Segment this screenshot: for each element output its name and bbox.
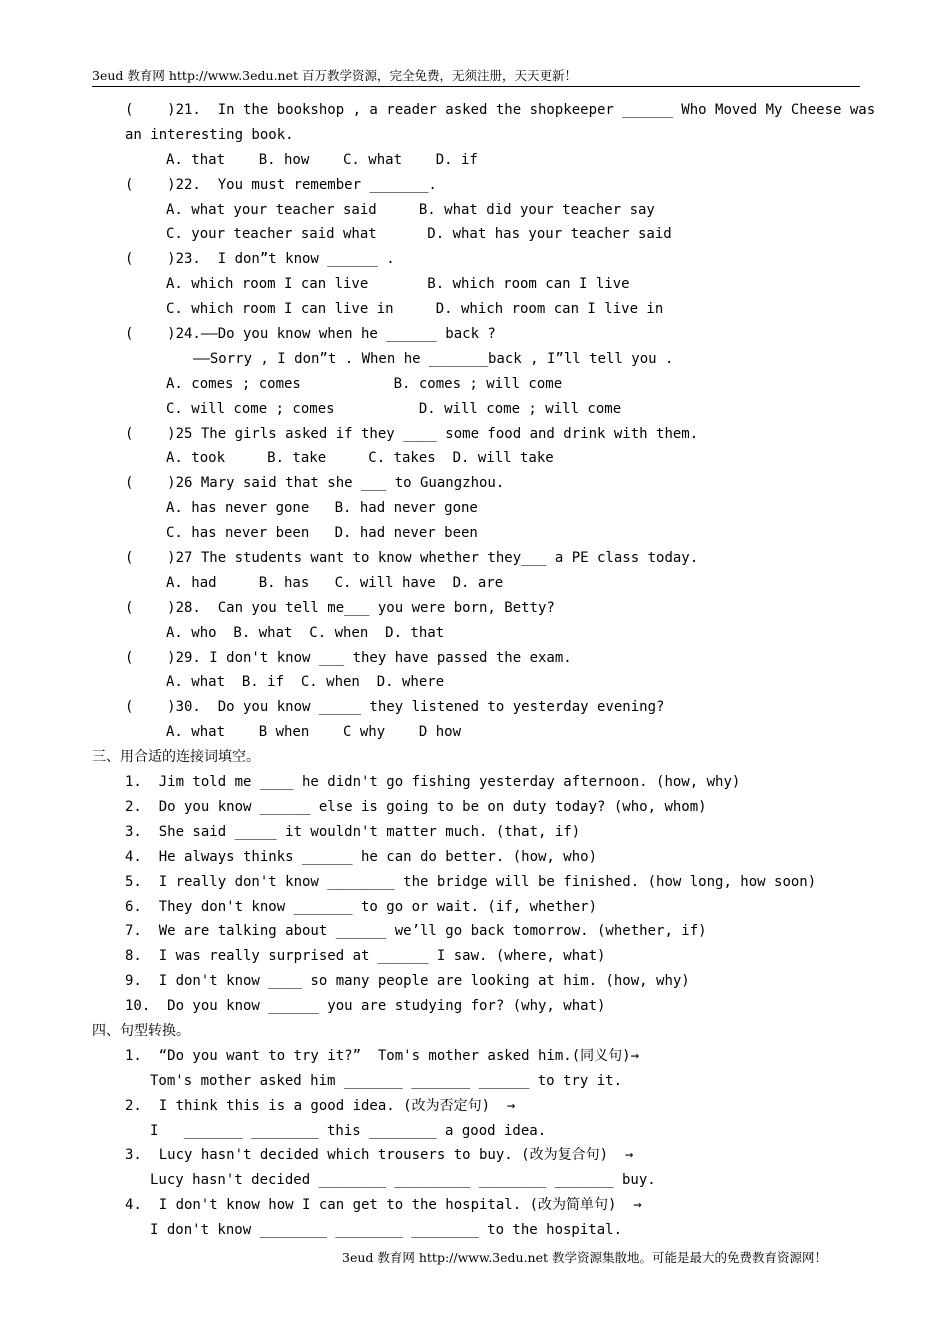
- text-line: C. your teacher said what D. what has your teacher said: [166, 226, 672, 243]
- text-line: 2. Do you know ______ else is going to be on duty today? (who, whom): [125, 798, 707, 815]
- section-heading: 三、用合适的连接词填空。: [92, 749, 260, 766]
- text-line: Tom's mother asked him _______ _______ ______ to try it.: [150, 1072, 623, 1089]
- text-line: ( )22. You must remember _______.: [125, 176, 437, 193]
- section-heading: 四、句型转换。: [92, 1022, 190, 1039]
- text-line: A. had B. has C. will have D. are: [166, 574, 504, 591]
- text-line: 4. He always thinks ______ he can do better. (how, who): [125, 848, 598, 865]
- text-line: 1. Jim told me ____ he didn't go fishing yesterday afternoon. (how, why): [125, 774, 741, 791]
- text-line: A. what your teacher said B. what did your teacher say: [166, 201, 655, 218]
- text-line: ( )30. Do you know _____ they listened to yesterday evening?: [125, 699, 665, 716]
- text-line: 3. Lucy hasn't decided which trousers to buy. (改为复合句) →: [125, 1147, 634, 1164]
- text-line: ( )21. In the bookshop , a reader asked the shopkeeper ______ Who Moved My Cheese was: [125, 102, 876, 118]
- text-line: A. took B. take C. takes D. will take: [166, 450, 554, 467]
- text-line: I don't know ________ ________ ________ to the hospital.: [150, 1222, 623, 1239]
- text-line: 6. They don't know _______ to go or wait. (if, whether): [125, 898, 598, 915]
- text-line: 9. I don't know ____ so many people are looking at him. (how, why): [125, 973, 690, 990]
- text-line: ( )25 The girls asked if they ____ some food and drink with them.: [125, 425, 699, 442]
- text-line: 10. Do you know ______ you are studying for? (why, what): [125, 998, 606, 1015]
- text-line: C. has never been D. had never been: [166, 525, 478, 542]
- text-line: 5. I really don't know ________ the bridge will be finished. (how long, how soon): [125, 873, 817, 890]
- text-line: an interesting book.: [125, 126, 294, 143]
- text-line: 1. “Do you want to try it?” Tom's mother asked him.(同义句)→: [125, 1047, 640, 1064]
- text-line: ( )28. Can you tell me___ you were born, Betty?: [125, 599, 555, 616]
- text-line: 2. I think this is a good idea. (改为否定句) →: [125, 1097, 516, 1114]
- exercise-body: [92, 98, 876, 1243]
- page-footer: 3eud 教育网 http://www.3edu.net 教学资源集散地。可能是最大的免费教育资源网！: [342, 1250, 827, 1265]
- text-line: A. who B. what C. when D. that: [166, 624, 445, 641]
- text-line: A. what B when C why D how: [166, 724, 462, 741]
- text-line: C. which room I can live in D. which room can I live in: [166, 301, 664, 318]
- text-line: Lucy hasn't decided ________ _________ ________ _______ buy.: [150, 1172, 656, 1189]
- text-line: A. comes ; comes B. comes ; will come: [166, 375, 563, 392]
- text-line: ( )27 The students want to know whether they___ a PE class today.: [125, 550, 699, 567]
- text-line: A. which room I can live B. which room can I live: [166, 276, 630, 293]
- text-line: C. will come ; comes D. will come ; will come: [166, 400, 622, 417]
- text-line: 4. I don't know how I can get to the hospital. (改为简单句) →: [125, 1197, 642, 1214]
- text-line: ( )29. I don't know ___ they have passed the exam.: [125, 649, 572, 666]
- text-line: 8. I was really surprised at ______ I saw. (where, what): [125, 948, 606, 965]
- text-line: A. has never gone B. had never gone: [166, 500, 478, 517]
- text-line: 3. She said _____ it wouldn't matter much. (that, if): [125, 823, 581, 840]
- page-header: 3eud 教育网 http://www.3edu.net 百万教学资源，完全免费，无须注册，天天更新！: [92, 66, 860, 87]
- text-line: 7. We are talking about ______ we’ll go back tomorrow. (whether, if): [125, 923, 707, 940]
- text-line: ( )26 Mary said that she ___ to Guangzhou.: [125, 475, 505, 492]
- text-line: ( )23. I don”t know ______ .: [125, 251, 395, 268]
- text-line: A. what B. if C. when D. where: [166, 674, 445, 691]
- text-line: ( )24.——Do you know when he ______ back ?: [125, 326, 496, 343]
- text-line: A. that B. how C. what D. if: [166, 151, 478, 168]
- text-line: ——Sorry , I don”t . When he _______back , I”ll tell you .: [193, 350, 674, 367]
- text-line: I _______ ________ this ________ a good idea.: [150, 1122, 547, 1139]
